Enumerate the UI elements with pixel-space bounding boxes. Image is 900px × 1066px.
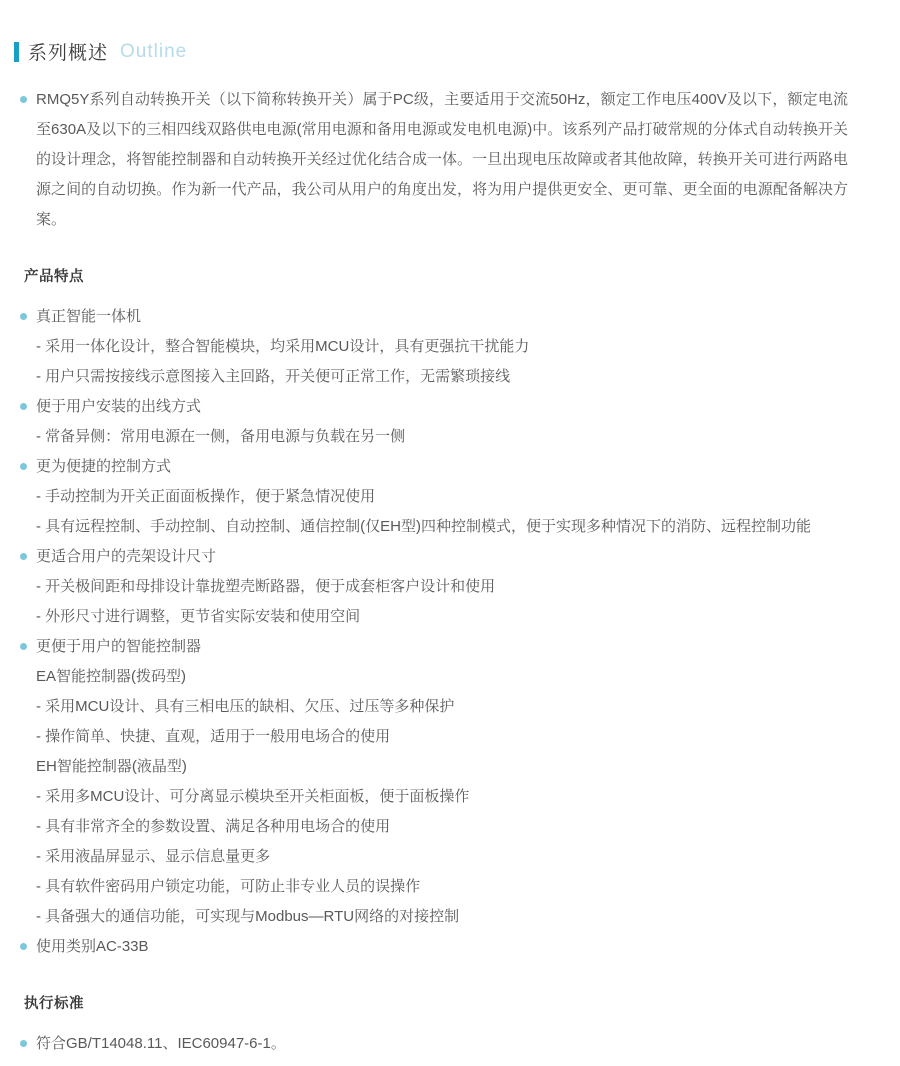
item-text: 更适合用户的壳架设计尺寸 [36,548,217,565]
sub-item [0,872,900,902]
page-title-en: Outline [120,40,188,62]
intro-text: RMQ5Y系列自动转换开关（以下简称转换开关）属于PC级，主要适用于交流50Hz，额定工作电压400V及以下，额定电流至630A及以下的三相四线双路供电电源(常用电源和备用电源或发电机电源)中。该系列产品打破常规的分体式自动转换开关的设计理念，将智能控制器和自动转换开关经过优化结合成一体。一旦出现电压故障或者其他故障，转换开关可进行两路电源之间的自动切换。作为新一代产品，我公司从用户的角度出发，将为用户提供更安全、更可靠、更全面的电源配备解决方案。 [36,91,848,228]
page-title-cn: 系列概述 [28,43,109,64]
sub-item [0,722,900,752]
item-text: - 常备异侧：常用电源在一侧，备用电源与负载在另一侧 [36,428,406,445]
list-item [0,542,900,572]
item-text: - 采用MCU设计、具有三相电压的缺相、欠压、过压等多种保护 [36,698,455,715]
list-item [0,452,900,482]
item-text: 真正智能一体机 [36,308,142,325]
sub-item [0,602,900,632]
bullet-dot-icon [20,313,27,320]
item-text: - 具有非常齐全的参数设置、满足各种用电场合的使用 [36,818,391,835]
item-text: 使用类别AC-33B [36,938,149,955]
intro-paragraph [20,85,862,235]
bullet-dot-icon [20,403,27,410]
item-text: EA智能控制器(拨码型) [36,668,187,685]
sub-item [0,692,900,722]
sub-item [0,512,900,542]
feature-section [0,992,900,1059]
list-item [0,1029,900,1059]
item-text: - 外形尺寸进行调整，更节省实际安装和使用空间 [36,608,361,625]
item-text: - 具有软件密码用户锁定功能，可防止非专业人员的误操作 [36,878,421,895]
sub-item [0,332,900,362]
item-text: 更便于用户的智能控制器 [36,638,202,655]
sub-item [0,782,900,812]
bullet-dot-icon [20,1040,27,1047]
bullet-dot-icon [20,96,27,103]
sub-item [0,752,900,782]
item-text: 符合GB/T14048.11、IEC60947-6-1。 [36,1035,286,1052]
list-item [0,932,900,962]
item-text: - 具有远程控制、手动控制、自动控制、通信控制(仅EH型)四种控制模式，便于实现多种情况下的消防、远程控制功能 [36,518,811,535]
bullet-dot-icon [20,553,27,560]
feature-section [0,265,900,962]
item-text: - 采用多MCU设计、可分离显示模块至开关柜面板，便于面板操作 [36,788,470,805]
item-text: - 操作简单、快捷、直观，适用于一般用电场合的使用 [36,728,391,745]
item-text: - 用户只需按接线示意图接入主回路，开关便可正常工作，无需繁琐接线 [36,368,511,385]
item-text: - 手动控制为开关正面面板操作，便于紧急情况使用 [36,488,376,505]
item-text: 便于用户安装的出线方式 [36,398,202,415]
list-item [0,392,900,422]
item-text: - 开关极间距和母排设计靠拢塑壳断路器，便于成套柜客户设计和使用 [36,578,496,595]
bullet-dot-icon [20,943,27,950]
accent-bar [14,42,19,62]
sub-item [0,842,900,872]
section-header [14,38,900,65]
sub-item [0,362,900,392]
item-text: - 具备强大的通信功能，可实现与Modbus—RTU网络的对接控制 [36,908,460,925]
sub-item [0,482,900,512]
item-text: 更为便捷的控制方式 [36,458,172,475]
item-text: - 采用一体化设计，整合智能模块，均采用MCU设计，具有更强抗干扰能力 [36,338,530,355]
sub-item [0,812,900,842]
product-outline-page [0,38,900,1066]
section-heading: 执行标准 [24,996,84,1012]
bullet-dot-icon [20,463,27,470]
sub-item [0,422,900,452]
item-text: EH智能控制器(液晶型) [36,758,187,775]
sub-item [0,572,900,602]
sub-item [0,662,900,692]
sections [0,265,900,1059]
sub-item [0,902,900,932]
bullet-dot-icon [20,643,27,650]
item-text: - 采用液晶屏显示、显示信息量更多 [36,848,271,865]
list-item [0,302,900,332]
list-item [0,632,900,662]
section-heading: 产品特点 [24,269,84,285]
